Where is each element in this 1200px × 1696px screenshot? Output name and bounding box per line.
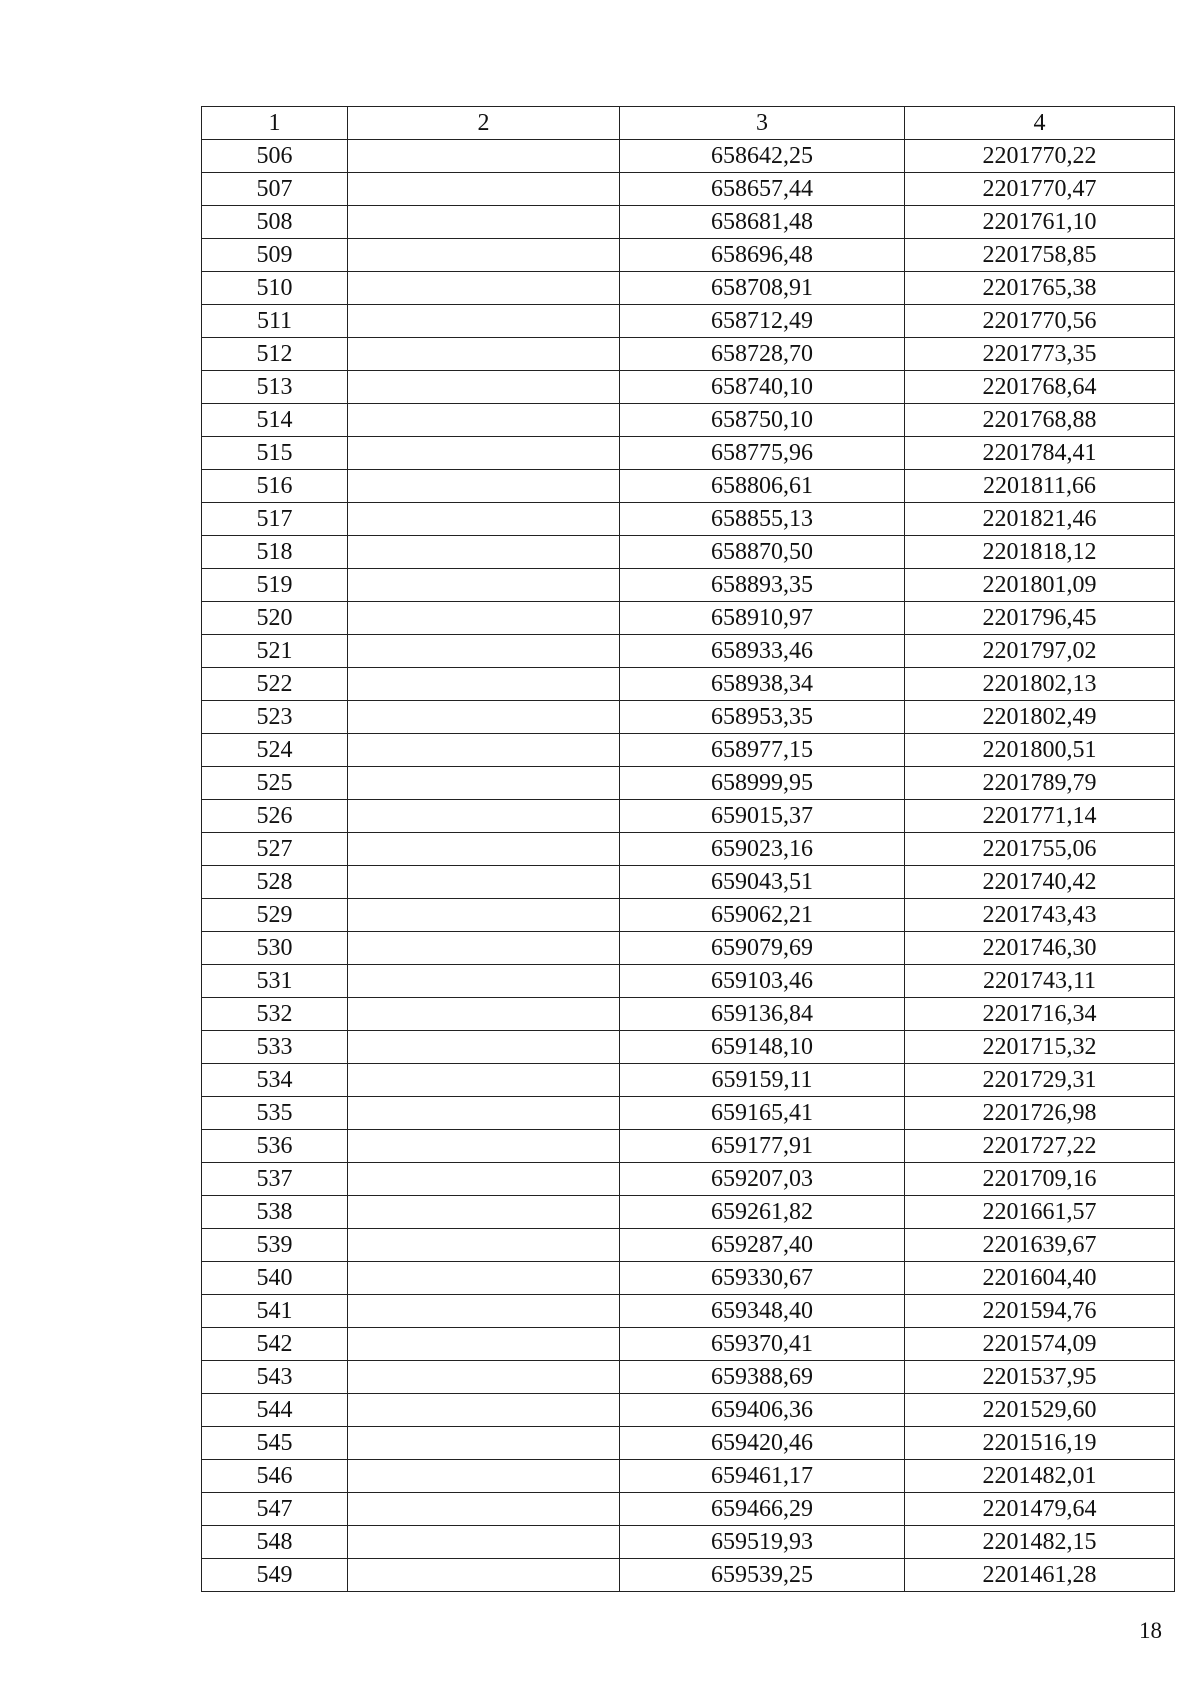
x-coordinate-cell: 658750,10: [620, 404, 905, 437]
table-row: [202, 866, 1175, 899]
empty-cell: [348, 404, 620, 437]
empty-cell: [348, 338, 620, 371]
x-coordinate-cell: 658870,50: [620, 536, 905, 569]
x-coordinate-cell: 658977,15: [620, 734, 905, 767]
table-row: [202, 239, 1175, 272]
x-coordinate-cell: 659461,17: [620, 1460, 905, 1493]
y-coordinate-cell: 2201529,60: [905, 1394, 1175, 1427]
empty-cell: [348, 503, 620, 536]
table-row: [202, 1262, 1175, 1295]
point-number-cell: 510: [202, 272, 348, 305]
point-number-cell: 527: [202, 833, 348, 866]
point-number-cell: 537: [202, 1163, 348, 1196]
table-row: [202, 767, 1175, 800]
y-coordinate-cell: 2201761,10: [905, 206, 1175, 239]
y-coordinate-cell: 2201715,32: [905, 1031, 1175, 1064]
y-coordinate-cell: 2201770,56: [905, 305, 1175, 338]
table-row: [202, 1328, 1175, 1361]
y-coordinate-cell: 2201758,85: [905, 239, 1175, 272]
point-number-cell: 531: [202, 965, 348, 998]
table-row: [202, 437, 1175, 470]
empty-cell: [348, 536, 620, 569]
y-coordinate-cell: 2201811,66: [905, 470, 1175, 503]
point-number-cell: 522: [202, 668, 348, 701]
x-coordinate-cell: 659406,36: [620, 1394, 905, 1427]
x-coordinate-cell: 658681,48: [620, 206, 905, 239]
y-coordinate-cell: 2201537,95: [905, 1361, 1175, 1394]
table-row: [202, 569, 1175, 602]
y-coordinate-cell: 2201729,31: [905, 1064, 1175, 1097]
table-row: [202, 173, 1175, 206]
empty-cell: [348, 767, 620, 800]
table-row: [202, 206, 1175, 239]
empty-cell: [348, 470, 620, 503]
point-number-cell: 521: [202, 635, 348, 668]
point-number-cell: 511: [202, 305, 348, 338]
column-header-4: 4: [905, 107, 1175, 140]
table-row: [202, 1361, 1175, 1394]
x-coordinate-cell: 659136,84: [620, 998, 905, 1031]
y-coordinate-cell: 2201727,22: [905, 1130, 1175, 1163]
x-coordinate-cell: 659261,82: [620, 1196, 905, 1229]
table-row: [202, 1130, 1175, 1163]
point-number-cell: 526: [202, 800, 348, 833]
point-number-cell: 524: [202, 734, 348, 767]
point-number-cell: 515: [202, 437, 348, 470]
x-coordinate-cell: 658933,46: [620, 635, 905, 668]
x-coordinate-cell: 658910,97: [620, 602, 905, 635]
point-number-cell: 534: [202, 1064, 348, 1097]
x-coordinate-cell: 658740,10: [620, 371, 905, 404]
x-coordinate-cell: 658806,61: [620, 470, 905, 503]
x-coordinate-cell: 658708,91: [620, 272, 905, 305]
empty-cell: [348, 1460, 620, 1493]
table-row: [202, 998, 1175, 1031]
y-coordinate-cell: 2201740,42: [905, 866, 1175, 899]
empty-cell: [348, 701, 620, 734]
empty-cell: [348, 437, 620, 470]
empty-cell: [348, 1196, 620, 1229]
y-coordinate-cell: 2201821,46: [905, 503, 1175, 536]
page-number: 18: [1139, 1618, 1162, 1643]
y-coordinate-cell: 2201802,13: [905, 668, 1175, 701]
x-coordinate-cell: 658696,48: [620, 239, 905, 272]
table-header-row: [202, 107, 1175, 140]
x-coordinate-cell: 659159,11: [620, 1064, 905, 1097]
point-number-cell: 508: [202, 206, 348, 239]
point-number-cell: 541: [202, 1295, 348, 1328]
x-coordinate-cell: 658893,35: [620, 569, 905, 602]
x-coordinate-cell: 659043,51: [620, 866, 905, 899]
x-coordinate-cell: 659015,37: [620, 800, 905, 833]
y-coordinate-cell: 2201743,11: [905, 965, 1175, 998]
empty-cell: [348, 239, 620, 272]
empty-cell: [348, 305, 620, 338]
x-coordinate-cell: 658712,49: [620, 305, 905, 338]
x-coordinate-cell: 659348,40: [620, 1295, 905, 1328]
empty-cell: [348, 1361, 620, 1394]
y-coordinate-cell: 2201802,49: [905, 701, 1175, 734]
empty-cell: [348, 1130, 620, 1163]
x-coordinate-cell: 659539,25: [620, 1559, 905, 1592]
point-number-cell: 545: [202, 1427, 348, 1460]
x-coordinate-cell: 659079,69: [620, 932, 905, 965]
point-number-cell: 506: [202, 140, 348, 173]
empty-cell: [348, 569, 620, 602]
point-number-cell: 543: [202, 1361, 348, 1394]
table-row: [202, 734, 1175, 767]
point-number-cell: 535: [202, 1097, 348, 1130]
point-number-cell: 547: [202, 1493, 348, 1526]
y-coordinate-cell: 2201461,28: [905, 1559, 1175, 1592]
y-coordinate-cell: 2201604,40: [905, 1262, 1175, 1295]
y-coordinate-cell: 2201574,09: [905, 1328, 1175, 1361]
empty-cell: [348, 1163, 620, 1196]
empty-cell: [348, 1262, 620, 1295]
empty-cell: [348, 734, 620, 767]
point-number-cell: 538: [202, 1196, 348, 1229]
table-row: [202, 635, 1175, 668]
empty-cell: [348, 1328, 620, 1361]
y-coordinate-cell: 2201801,09: [905, 569, 1175, 602]
y-coordinate-cell: 2201770,47: [905, 173, 1175, 206]
point-number-cell: 533: [202, 1031, 348, 1064]
point-number-cell: 542: [202, 1328, 348, 1361]
point-number-cell: 523: [202, 701, 348, 734]
column-header-1: 1: [202, 107, 348, 140]
y-coordinate-cell: 2201755,06: [905, 833, 1175, 866]
y-coordinate-cell: 2201768,64: [905, 371, 1175, 404]
table-row: [202, 800, 1175, 833]
table-row: [202, 899, 1175, 932]
table-header: [202, 107, 1175, 140]
empty-cell: [348, 668, 620, 701]
x-coordinate-cell: 658775,96: [620, 437, 905, 470]
table-row: [202, 965, 1175, 998]
table-body: [202, 140, 1175, 1592]
x-coordinate-cell: 658728,70: [620, 338, 905, 371]
x-coordinate-cell: 659519,93: [620, 1526, 905, 1559]
table-row: [202, 602, 1175, 635]
x-coordinate-cell: 658642,25: [620, 140, 905, 173]
empty-cell: [348, 1394, 620, 1427]
empty-cell: [348, 1526, 620, 1559]
y-coordinate-cell: 2201661,57: [905, 1196, 1175, 1229]
empty-cell: [348, 866, 620, 899]
empty-cell: [348, 1427, 620, 1460]
empty-cell: [348, 1493, 620, 1526]
coordinates-table: [201, 106, 1175, 1592]
y-coordinate-cell: 2201765,38: [905, 272, 1175, 305]
point-number-cell: 516: [202, 470, 348, 503]
point-number-cell: 549: [202, 1559, 348, 1592]
empty-cell: [348, 1097, 620, 1130]
point-number-cell: 530: [202, 932, 348, 965]
empty-cell: [348, 602, 620, 635]
point-number-cell: 519: [202, 569, 348, 602]
y-coordinate-cell: 2201594,76: [905, 1295, 1175, 1328]
y-coordinate-cell: 2201773,35: [905, 338, 1175, 371]
empty-cell: [348, 1031, 620, 1064]
y-coordinate-cell: 2201796,45: [905, 602, 1175, 635]
x-coordinate-cell: 659177,91: [620, 1130, 905, 1163]
y-coordinate-cell: 2201818,12: [905, 536, 1175, 569]
empty-cell: [348, 173, 620, 206]
empty-cell: [348, 1229, 620, 1262]
table-row: [202, 932, 1175, 965]
table-row: [202, 1493, 1175, 1526]
point-number-cell: 532: [202, 998, 348, 1031]
x-coordinate-cell: 658855,13: [620, 503, 905, 536]
y-coordinate-cell: 2201726,98: [905, 1097, 1175, 1130]
column-header-3: 3: [620, 107, 905, 140]
empty-cell: [348, 1064, 620, 1097]
y-coordinate-cell: 2201709,16: [905, 1163, 1175, 1196]
empty-cell: [348, 140, 620, 173]
table-row: [202, 536, 1175, 569]
x-coordinate-cell: 658999,95: [620, 767, 905, 800]
table-row: [202, 1097, 1175, 1130]
table-row: [202, 371, 1175, 404]
y-coordinate-cell: 2201516,19: [905, 1427, 1175, 1460]
table-row: [202, 1460, 1175, 1493]
y-coordinate-cell: 2201482,01: [905, 1460, 1175, 1493]
point-number-cell: 548: [202, 1526, 348, 1559]
point-number-cell: 507: [202, 173, 348, 206]
y-coordinate-cell: 2201797,02: [905, 635, 1175, 668]
table-row: [202, 1559, 1175, 1592]
x-coordinate-cell: 659148,10: [620, 1031, 905, 1064]
point-number-cell: 536: [202, 1130, 348, 1163]
point-number-cell: 520: [202, 602, 348, 635]
point-number-cell: 517: [202, 503, 348, 536]
table-row: [202, 338, 1175, 371]
table-row: [202, 1163, 1175, 1196]
y-coordinate-cell: 2201639,67: [905, 1229, 1175, 1262]
x-coordinate-cell: 658657,44: [620, 173, 905, 206]
point-number-cell: 509: [202, 239, 348, 272]
empty-cell: [348, 965, 620, 998]
y-coordinate-cell: 2201746,30: [905, 932, 1175, 965]
empty-cell: [348, 1559, 620, 1592]
y-coordinate-cell: 2201479,64: [905, 1493, 1175, 1526]
table-row: [202, 1295, 1175, 1328]
empty-cell: [348, 932, 620, 965]
table-row: [202, 1229, 1175, 1262]
table-row: [202, 1031, 1175, 1064]
empty-cell: [348, 1295, 620, 1328]
column-header-2: 2: [348, 107, 620, 140]
y-coordinate-cell: 2201771,14: [905, 800, 1175, 833]
table-row: [202, 668, 1175, 701]
x-coordinate-cell: 659165,41: [620, 1097, 905, 1130]
table-row: [202, 1394, 1175, 1427]
x-coordinate-cell: 659330,67: [620, 1262, 905, 1295]
point-number-cell: 514: [202, 404, 348, 437]
point-number-cell: 546: [202, 1460, 348, 1493]
x-coordinate-cell: 659370,41: [620, 1328, 905, 1361]
y-coordinate-cell: 2201789,79: [905, 767, 1175, 800]
table-row: [202, 1526, 1175, 1559]
table-row: [202, 1427, 1175, 1460]
x-coordinate-cell: 659062,21: [620, 899, 905, 932]
empty-cell: [348, 635, 620, 668]
empty-cell: [348, 998, 620, 1031]
point-number-cell: 540: [202, 1262, 348, 1295]
empty-cell: [348, 833, 620, 866]
point-number-cell: 513: [202, 371, 348, 404]
x-coordinate-cell: 659388,69: [620, 1361, 905, 1394]
point-number-cell: 525: [202, 767, 348, 800]
y-coordinate-cell: 2201768,88: [905, 404, 1175, 437]
x-coordinate-cell: 658938,34: [620, 668, 905, 701]
x-coordinate-cell: 659420,46: [620, 1427, 905, 1460]
y-coordinate-cell: 2201716,34: [905, 998, 1175, 1031]
empty-cell: [348, 272, 620, 305]
table-row: [202, 140, 1175, 173]
table-row: [202, 701, 1175, 734]
x-coordinate-cell: 659207,03: [620, 1163, 905, 1196]
y-coordinate-cell: 2201800,51: [905, 734, 1175, 767]
x-coordinate-cell: 659023,16: [620, 833, 905, 866]
empty-cell: [348, 800, 620, 833]
x-coordinate-cell: 659466,29: [620, 1493, 905, 1526]
y-coordinate-cell: 2201482,15: [905, 1526, 1175, 1559]
point-number-cell: 544: [202, 1394, 348, 1427]
x-coordinate-cell: 659287,40: [620, 1229, 905, 1262]
point-number-cell: 528: [202, 866, 348, 899]
point-number-cell: 539: [202, 1229, 348, 1262]
table-row: [202, 404, 1175, 437]
table-row: [202, 470, 1175, 503]
table-row: [202, 1064, 1175, 1097]
table-row: [202, 1196, 1175, 1229]
point-number-cell: 529: [202, 899, 348, 932]
table-row: [202, 503, 1175, 536]
y-coordinate-cell: 2201770,22: [905, 140, 1175, 173]
y-coordinate-cell: 2201743,43: [905, 899, 1175, 932]
x-coordinate-cell: 659103,46: [620, 965, 905, 998]
point-number-cell: 518: [202, 536, 348, 569]
empty-cell: [348, 206, 620, 239]
table-row: [202, 305, 1175, 338]
y-coordinate-cell: 2201784,41: [905, 437, 1175, 470]
empty-cell: [348, 899, 620, 932]
point-number-cell: 512: [202, 338, 348, 371]
empty-cell: [348, 371, 620, 404]
table-row: [202, 272, 1175, 305]
table-row: [202, 833, 1175, 866]
x-coordinate-cell: 658953,35: [620, 701, 905, 734]
